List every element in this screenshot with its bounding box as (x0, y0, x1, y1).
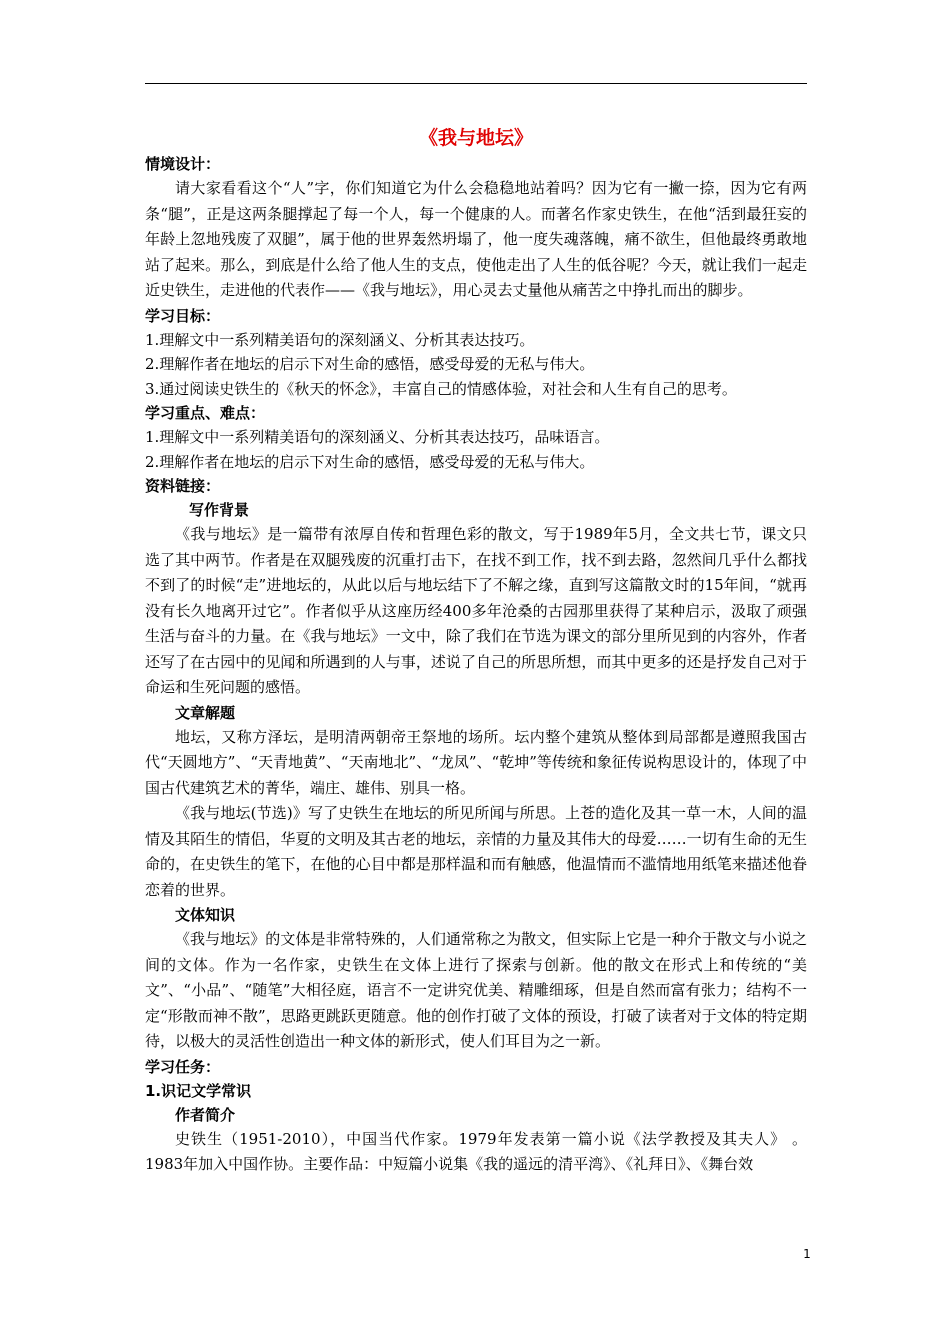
background-heading: 写作背景 (189, 501, 250, 519)
background-paragraph: 《我与地坛》是一篇带有浓厚自传和哲理色彩的散文，写于1989年5月，全文共七节，课文只选了其中两节。作者是在双腿残废的沉重打击下，在找不到工作，找不到去路，忽然间几乎什么都找不到了的时候“走”进地坛的，从此以后与地坛结下了不解之缘，直到写这篇散文时的15年间，“就再没有长久地离开过它”。作者似乎从这座历经400多年沧桑的古园那里获得了某种启示，汲取了顽强生活与奋斗的力量。在《我与地坛》一文中，除了我们在节选为课文的部分里所见到的内容外，作者还写了在古园中的见闻和所遇到的人与事，述说了自己的所思所想，而其中更多的还是抒发自己对于命运和生死问题的感悟。 (145, 525, 807, 696)
author-heading: 作者简介 (175, 1105, 236, 1124)
key-point-item: 2.理解作者在地坛的启示下对生命的感悟，感受母爱的无私与伟大。 (145, 452, 595, 471)
explanation-paragraph: 《我与地坛(节选)》写了史铁生在地坛的所见所闻与所思。上苍的造化及其一草一木，人间的温情及其陌生的情侣，华夏的文明及其古老的地坛，亲情的力量及其伟大的母爱……一切有生命的无生命的，在史铁生的笔下，在他的心目中都是那样温和而有触感，他温情而不滥情地用纸笔来描述他眷恋着的世界。 (145, 804, 807, 899)
goals-heading: 学习目标： (145, 306, 221, 325)
key-point-item: 1.理解文中一系列精美语句的深刻涵义、分析其表达技巧，品味语言。 (145, 428, 610, 446)
task-1-heading: 1.识记文学常识 (145, 1081, 252, 1100)
key-points-heading: 学习重点、难点： (145, 404, 266, 422)
tasks-heading: 学习任务： (145, 1057, 221, 1076)
document-body (145, 126, 807, 1178)
goal-item: 2.理解作者在地坛的启示下对生命的感悟，感受母爱的无私与伟大。 (145, 355, 595, 373)
document-title: 《我与地坛》 (418, 127, 533, 149)
page-number: 1 (803, 1247, 811, 1261)
explanation-heading: 文章解题 (175, 703, 236, 722)
explanation-paragraph: 地坛，又称方泽坛，是明清两朝帝王祭地的场所。坛内整个建筑从整体到局部都是遵照我国古代“天圆地方”、“天青地黄”、“天南地北”、“龙凤”、“乾坤”等传统和象征传说构思设计的，体现了中国古代建筑艺术的菁华，端庄、雄伟、别具一格。 (145, 727, 807, 797)
genre-heading: 文体知识 (175, 906, 236, 924)
situation-paragraph: 请大家看看这个“人”字，你们知道它为什么会稳稳地站着吗？因为它有一撇一捺，因为它有两条“腿”，正是这两条腿撑起了每一个人，每一个健康的人。而著名作家史铁生，在他“活到最狂妄的年龄上忽地残废了双腿”，属于他的世界轰然坍塌了，他一度失魂落魄，痛不欲生，但他最终勇敢地站了起来。那么，到底是什么给了他人生的支点，使他走出了人生的低谷呢？今天，就让我们一起走近史铁生，走进他的代表作——《我与地坛》，用心灵去丈量他从痛苦之中挣扎而出的脚步。 (145, 179, 807, 299)
header-rule (145, 83, 807, 84)
author-paragraph: 史铁生（1951-2010），中国当代作家。1979年发表第一篇小说《法学教授及其夫人》 。1983年加入中国作协。主要作品：中短篇小说集《我的遥远的清平湾》、《礼拜日》、《舞台效 (145, 1129, 807, 1173)
resources-heading: 资料链接： (145, 477, 221, 495)
goal-item: 1.理解文中一系列精美语句的深刻涵义、分析其表达技巧。 (145, 330, 535, 349)
goal-item: 3.通过阅读史铁生的《秋天的怀念》，丰富自己的情感体验，对社会和人生有自己的思考。 (145, 379, 737, 398)
genre-paragraph: 《我与地坛》的文体是非常特殊的，人们通常称之为散文，但实际上它是一种介于散文与小说之间的文体。作为一名作家，史铁生在文体上进行了探索与创新。他的散文在形式上和传统的“美文”、“小品”、“随笔”大相径庭，语言不一定讲究优美、精雕细琢，但是自然而富有张力；结构不一定“形散而神不散”，思路更跳跃更随意。他的创作打破了文体的预设，打破了读者对于文体的特定期待，以极大的灵活性创造出一种文体的新形式，使人们耳目为之一新。 (145, 930, 807, 1050)
situation-heading: 情境设计： (145, 155, 221, 173)
